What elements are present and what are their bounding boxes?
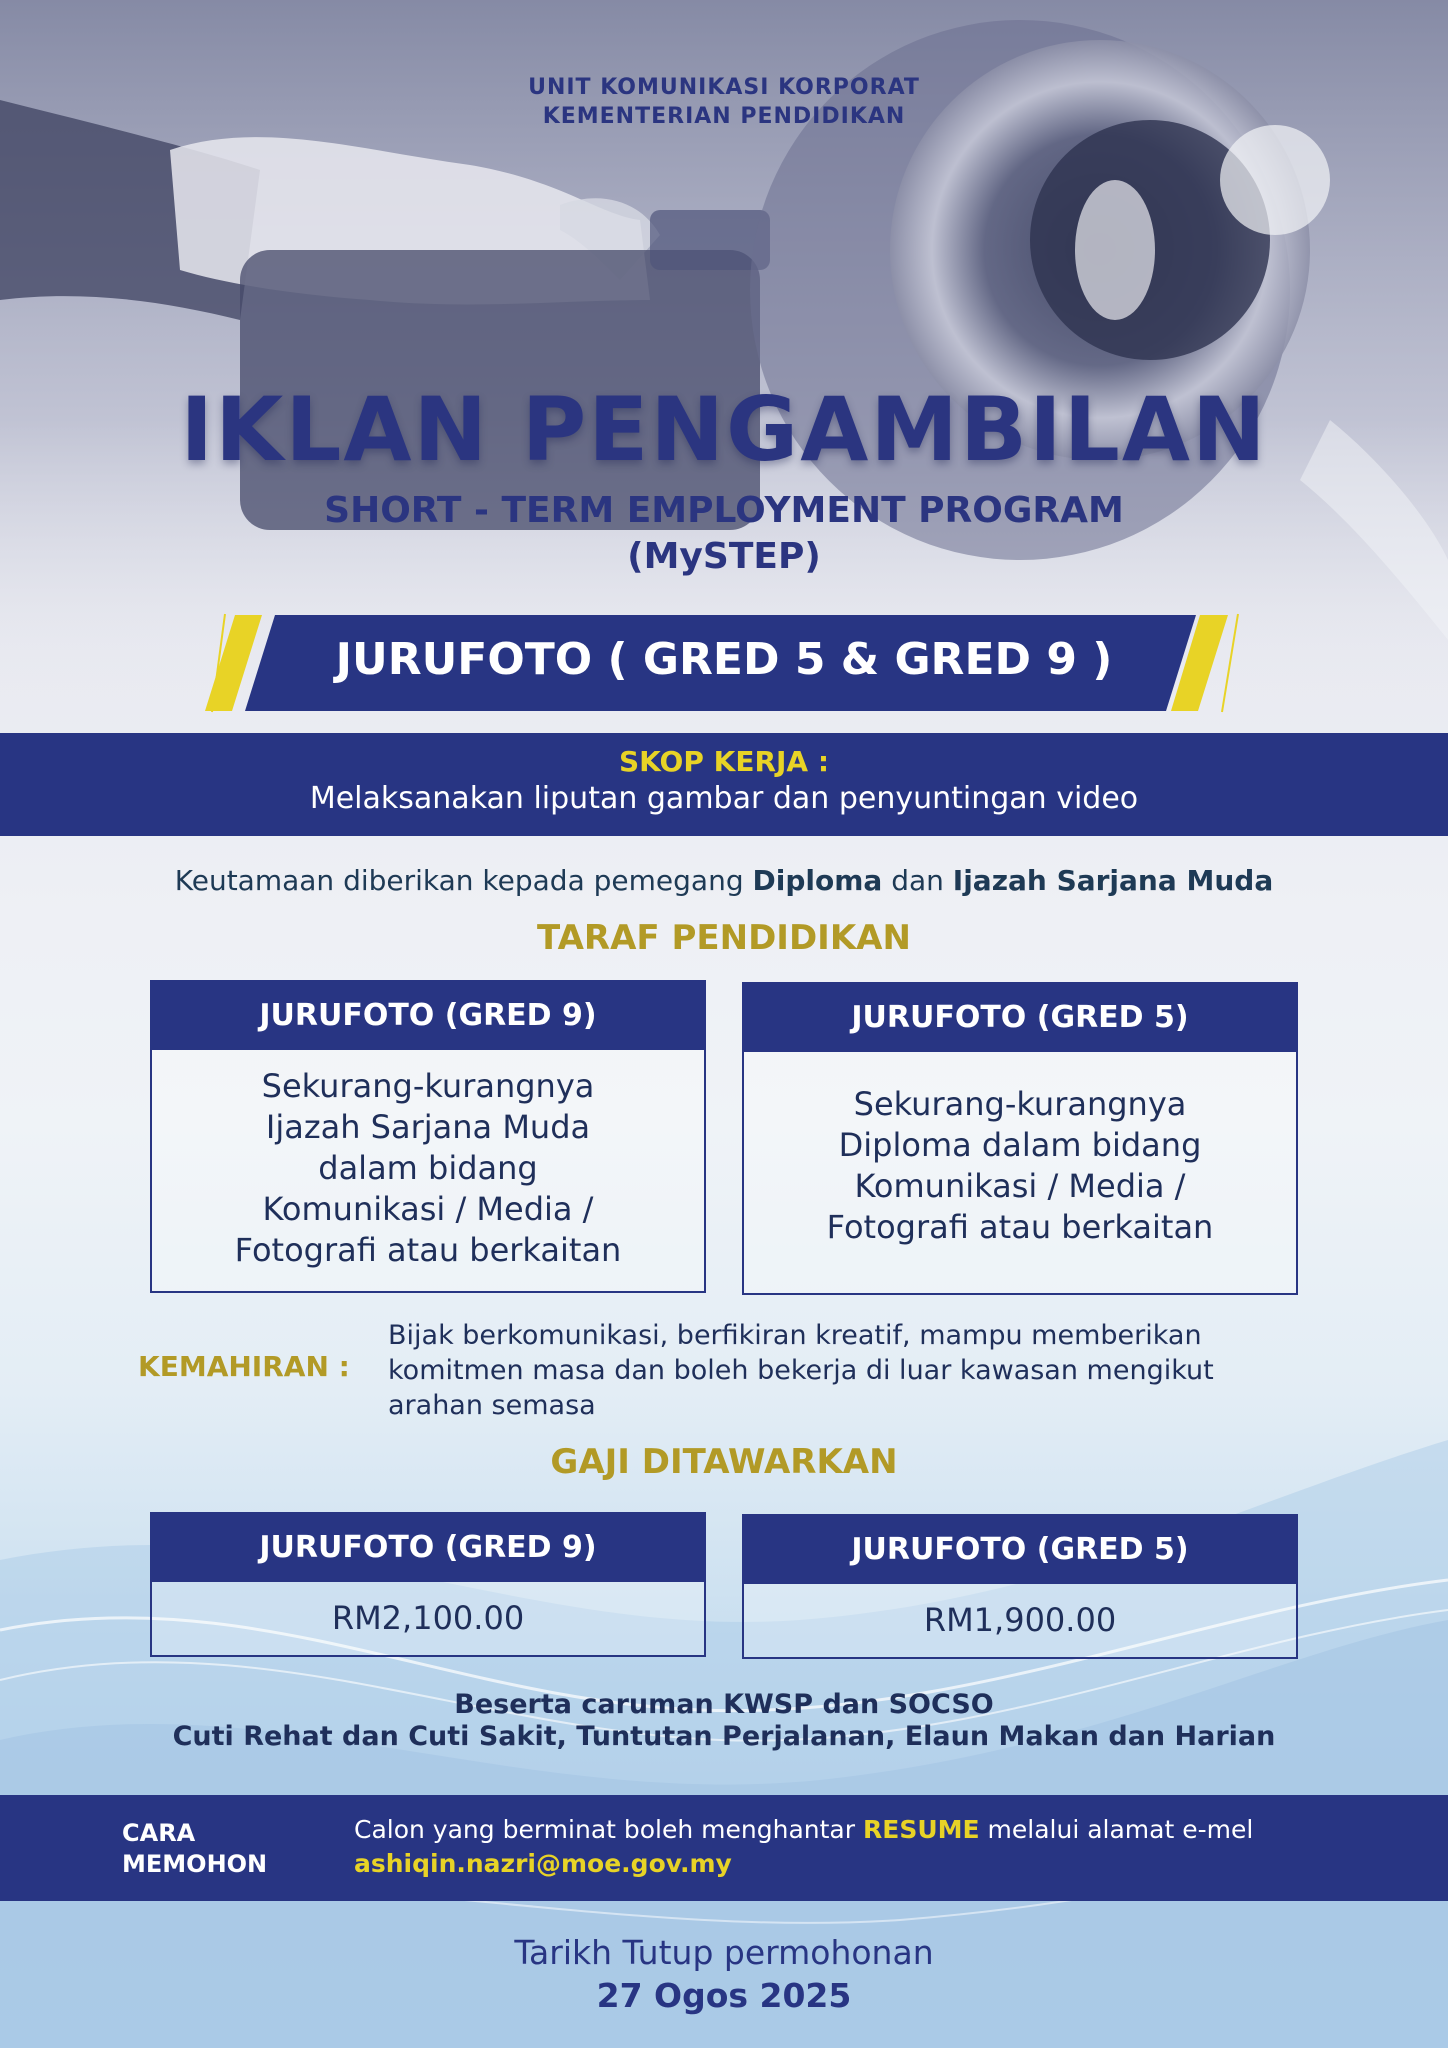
education-line: dalam bidang xyxy=(318,1149,538,1187)
preference-degree: Ijazah Sarjana Muda xyxy=(952,864,1274,897)
benefits-line1: Beserta caruman KWSP dan SOCSO xyxy=(454,1689,994,1720)
education-card-body xyxy=(152,1050,704,1271)
subtitle-program: SHORT - TERM EMPLOYMENT PROGRAM xyxy=(324,490,1124,531)
education-line: Diploma dalam bidang xyxy=(838,1126,1202,1164)
education-card-gred9 xyxy=(150,980,706,1293)
salary-amount: RM1,900.00 xyxy=(923,1601,1117,1639)
education-card-body xyxy=(744,1052,1296,1248)
salary-card-gred9 xyxy=(150,1512,706,1657)
closing-label: Tarikh Tutup permohonan xyxy=(514,1933,934,1972)
preference-diploma: Diploma xyxy=(752,864,883,897)
education-heading: TARAF PENDIDIKAN xyxy=(537,918,911,958)
education-card-title: JURUFOTO (GRED 5) xyxy=(744,984,1296,1052)
preference-note xyxy=(0,864,1448,897)
salary-heading: GAJI DITAWARKAN xyxy=(550,1442,898,1482)
education-line: Sekurang-kurangnya xyxy=(853,1085,1187,1123)
apply-label-line: MEMOHON xyxy=(122,1850,268,1878)
subtitle-acronym: (MySTEP) xyxy=(627,536,821,577)
benefits-line2: Cuti Rehat dan Cuti Sakit, Tuntutan Perjalanan, Elaun Makan dan Harian xyxy=(172,1721,1276,1752)
apply-resume-highlight: RESUME xyxy=(862,1815,980,1844)
skills-text xyxy=(388,1318,1348,1423)
skills-line: komitmen masa dan boleh bekerja di luar kawasan mengikut xyxy=(388,1355,1214,1386)
salary-amount: RM2,100.00 xyxy=(331,1599,525,1637)
apply-text-after: melalui alamat e-mel xyxy=(979,1815,1254,1844)
org-unit-name: UNIT KOMUNIKASI KORPORAT xyxy=(528,75,920,100)
headline: IKLAN PENGAMBILAN xyxy=(180,378,1268,481)
scope-title: SKOP KERJA : xyxy=(618,745,830,778)
apply-instruction xyxy=(354,1815,1253,1844)
preference-prefix: Keutamaan diberikan kepada pemegang xyxy=(174,864,753,897)
education-line: Fotografi atau berkaitan xyxy=(826,1208,1214,1246)
education-card-title: JURUFOTO (GRED 9) xyxy=(152,982,704,1050)
position-title: JURUFOTO ( GRED 5 & GRED 9 ) xyxy=(335,634,1113,685)
salary-card-title: JURUFOTO (GRED 9) xyxy=(152,1514,704,1582)
education-line: Komunikasi / Media / xyxy=(262,1190,594,1228)
skills-line: arahan semasa xyxy=(388,1390,596,1421)
apply-email-link[interactable]: ashiqin.nazri@moe.gov.my xyxy=(354,1849,732,1878)
skills-label: KEMAHIRAN : xyxy=(138,1350,350,1383)
scope-text: Melaksanakan liputan gambar dan penyuntingan video xyxy=(309,781,1139,816)
education-line: Fotografi atau berkaitan xyxy=(234,1231,622,1269)
apply-label xyxy=(122,1818,267,1880)
org-ministry-name: KEMENTERIAN PENDIDIKAN xyxy=(542,104,906,129)
education-line: Ijazah Sarjana Muda xyxy=(265,1108,591,1146)
closing-date: 27 Ogos 2025 xyxy=(596,1976,852,2015)
education-card-gred5 xyxy=(742,982,1298,1295)
skills-line: Bijak berkomunikasi, berfikiran kreatif, mampu memberikan xyxy=(388,1320,1202,1351)
education-line: Sekurang-kurangnya xyxy=(261,1067,595,1105)
apply-label-line: CARA xyxy=(122,1819,196,1847)
salary-card-title: JURUFOTO (GRED 5) xyxy=(744,1516,1296,1584)
apply-text-before: Calon yang berminat boleh menghantar xyxy=(354,1815,863,1844)
salary-card-gred5 xyxy=(742,1514,1298,1659)
preference-middle: dan xyxy=(882,864,953,897)
education-line: Komunikasi / Media / xyxy=(854,1167,1186,1205)
